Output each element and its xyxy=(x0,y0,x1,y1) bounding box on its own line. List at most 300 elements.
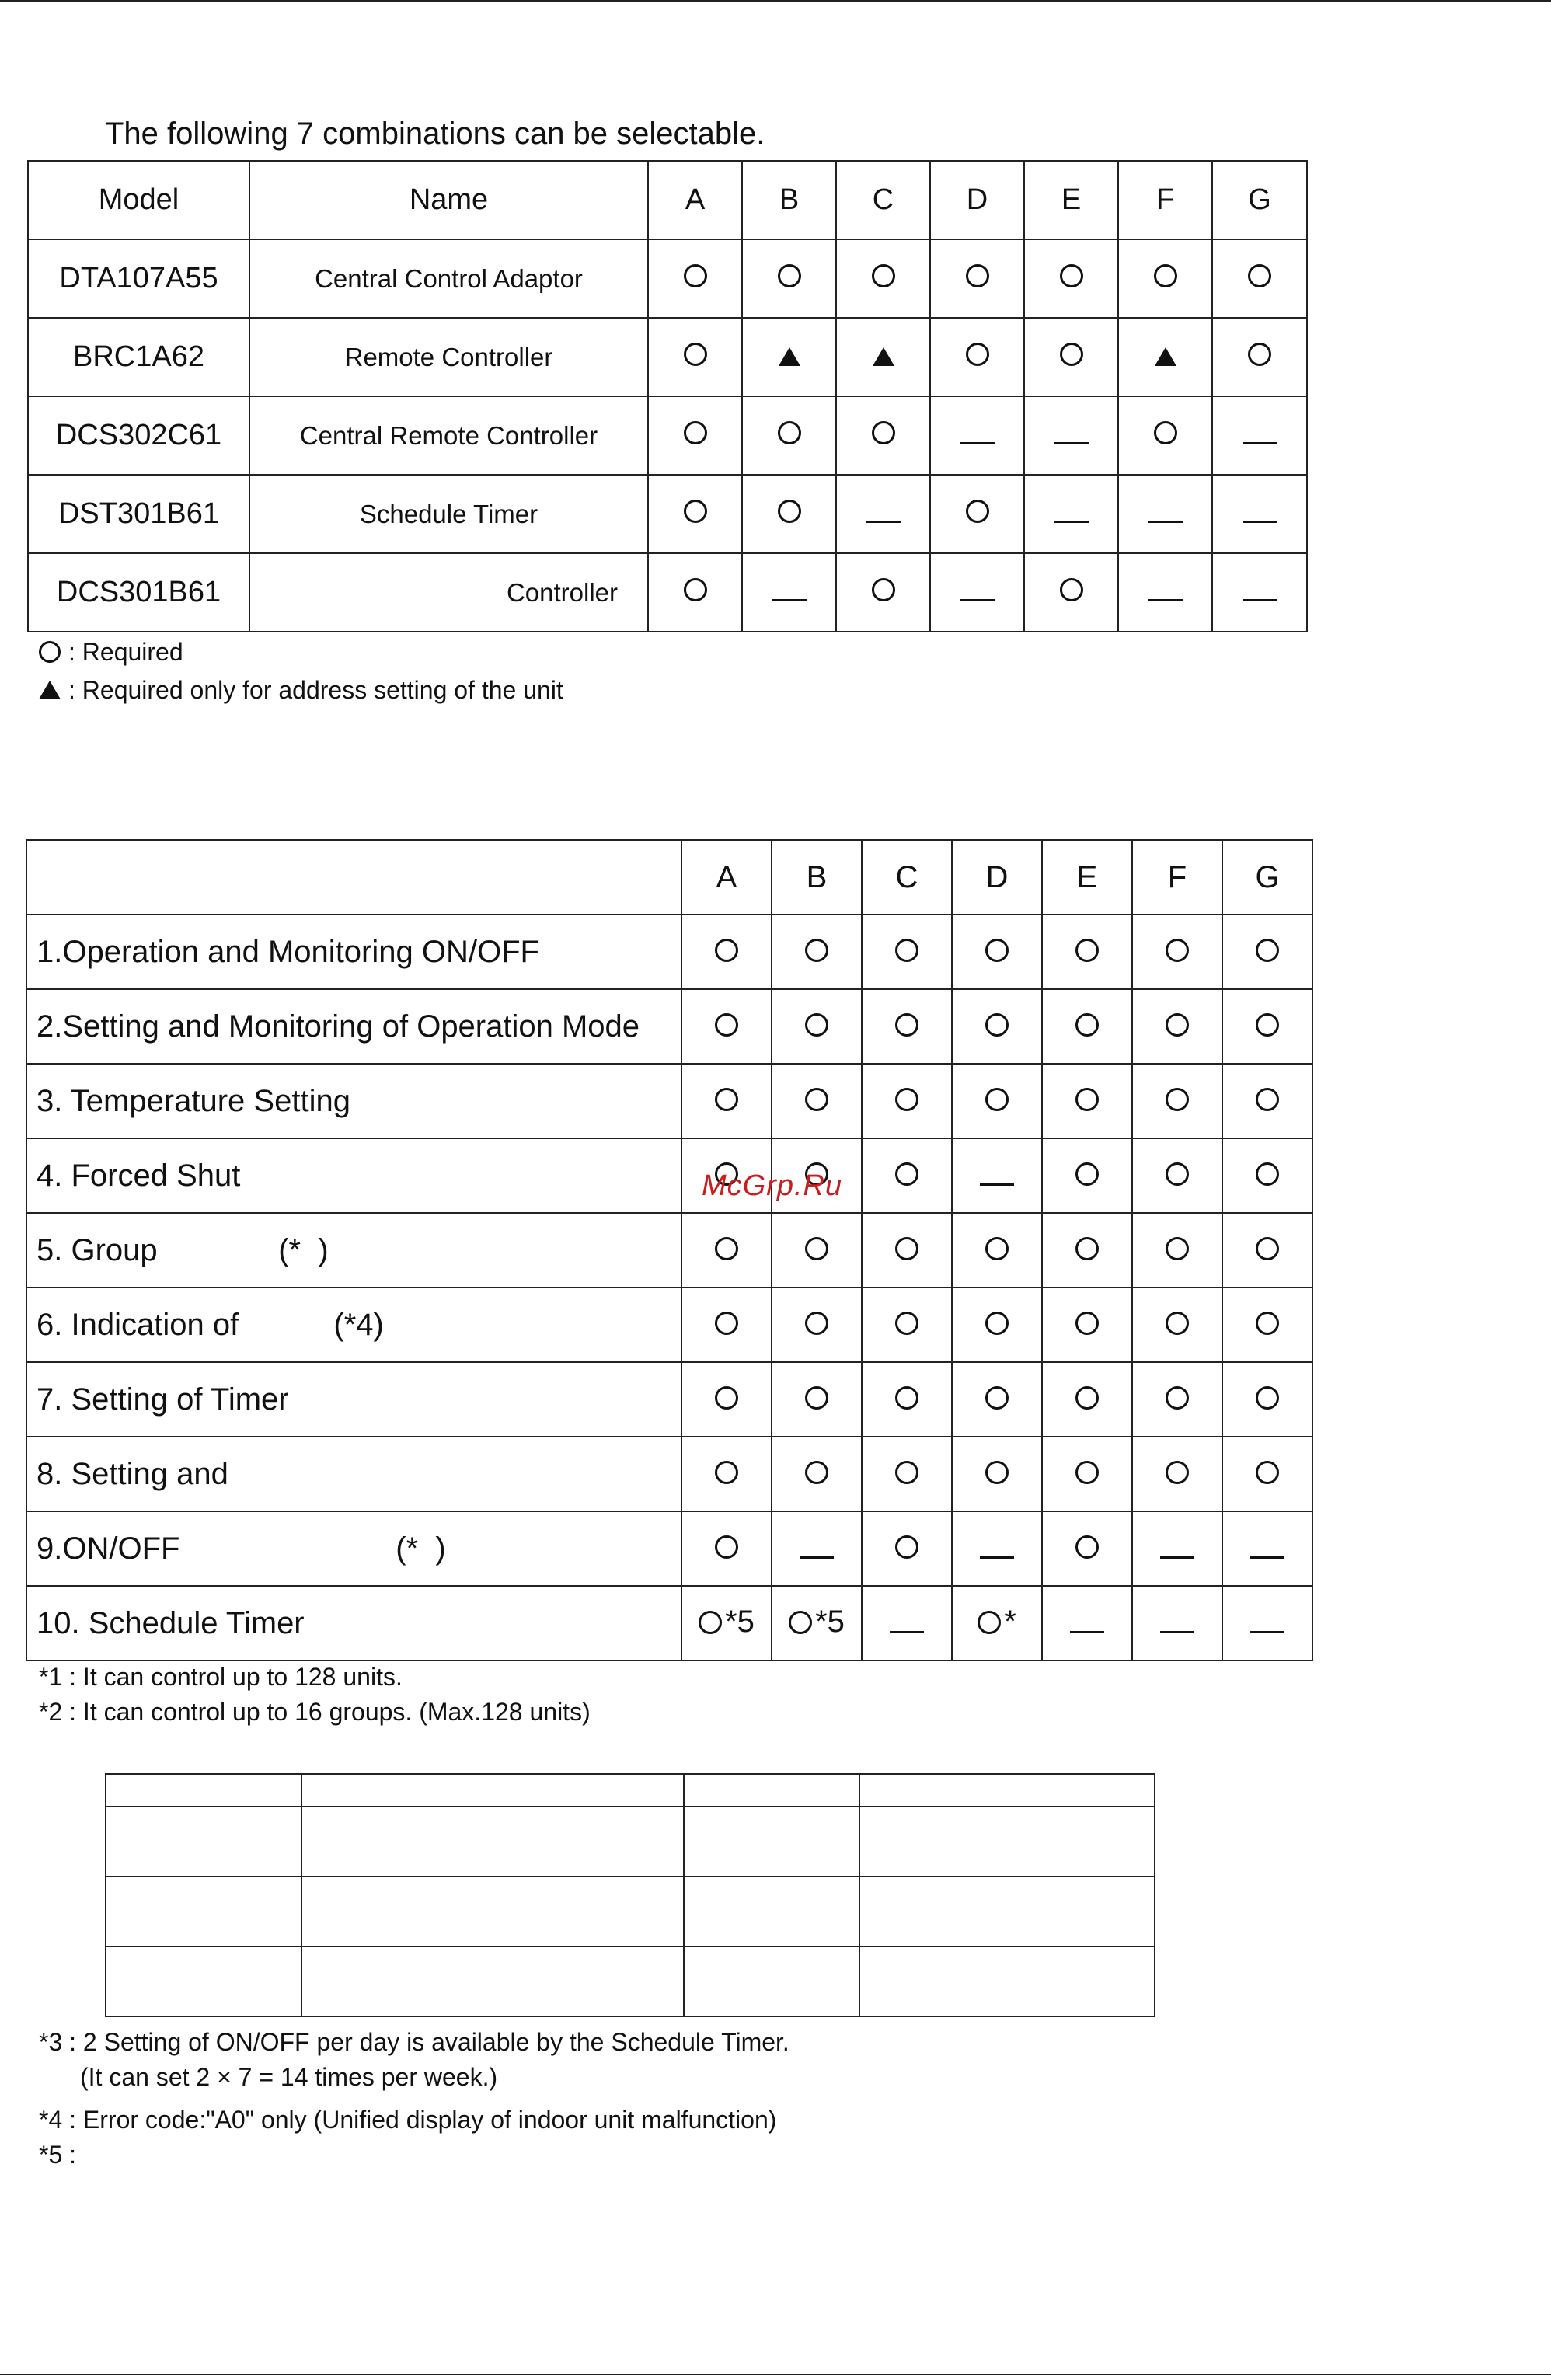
mark xyxy=(985,939,1009,962)
function-mark-cell xyxy=(1132,1138,1222,1213)
mark xyxy=(1075,1162,1099,1186)
empty-cell xyxy=(684,1876,859,1946)
note-1: *1 : It can control up to 128 units. xyxy=(39,1663,403,1691)
function-label-cell: 3. Temperature Setting xyxy=(26,1064,681,1138)
combo-mark-cell xyxy=(742,318,836,396)
note-4: *4 : Error code:"A0" only (Unified display of indoor unit malfunction) xyxy=(39,2106,777,2134)
mark xyxy=(895,1386,918,1410)
combo-header-cell: C xyxy=(836,161,930,239)
function-mark-cell xyxy=(1042,1213,1132,1288)
table-row xyxy=(28,553,1307,632)
circle-icon xyxy=(1060,264,1083,287)
function-mark-cell xyxy=(681,915,772,989)
mark xyxy=(985,1461,1009,1484)
function-header-cell: C xyxy=(862,840,952,915)
mark xyxy=(978,1605,1016,1640)
mark xyxy=(1075,1535,1099,1559)
function-mark-cell xyxy=(952,915,1042,989)
mark xyxy=(1256,1312,1279,1335)
mark xyxy=(1075,939,1099,962)
empty-cell xyxy=(859,1946,1155,2016)
circle-icon xyxy=(985,1312,1009,1335)
table-row xyxy=(28,318,1307,396)
empty-cell xyxy=(859,1774,1155,1807)
table-row xyxy=(106,1946,1155,2016)
combo-mark-cell xyxy=(1118,318,1212,396)
function-mark-cell xyxy=(952,1288,1042,1362)
circle-icon xyxy=(1248,264,1271,287)
function-mark-cell xyxy=(772,1213,862,1288)
table-row xyxy=(26,1586,1312,1660)
empty-cell xyxy=(684,1807,859,1876)
circle-icon xyxy=(39,641,61,663)
circle-icon xyxy=(778,500,801,523)
circle-icon xyxy=(895,1386,918,1410)
circle-icon xyxy=(1166,1237,1189,1260)
dash-icon xyxy=(960,442,995,444)
mark xyxy=(895,1013,918,1037)
table-row xyxy=(26,1213,1312,1288)
circle-icon xyxy=(1075,1461,1099,1484)
empty-grid-table xyxy=(105,1773,1155,2017)
combo-mark-cell xyxy=(930,318,1024,396)
circle-icon xyxy=(684,500,707,523)
function-mark-cell xyxy=(1222,915,1312,989)
function-mark-cell xyxy=(952,1511,1042,1586)
combo-mark-cell xyxy=(1212,318,1307,396)
circle-icon xyxy=(1075,1237,1099,1260)
name-cell: Central Control Adaptor xyxy=(249,239,648,318)
combo-header-cell: Model xyxy=(28,161,249,239)
circle-icon xyxy=(895,1088,918,1111)
mark xyxy=(715,1312,738,1335)
circle-icon xyxy=(1075,939,1099,962)
legend-address xyxy=(39,678,563,702)
combo-mark-cell xyxy=(836,553,930,632)
combo-mark-cell xyxy=(1024,475,1118,553)
function-label-cell: 2.Setting and Monitoring of Operation Mode xyxy=(26,989,681,1064)
mark xyxy=(715,1386,738,1410)
circle-icon xyxy=(1256,1013,1279,1037)
mark xyxy=(1166,1312,1189,1335)
function-mark-cell xyxy=(1222,1437,1312,1511)
mark xyxy=(715,1535,738,1559)
function-label-cell: 1.Operation and Monitoring ON/OFF xyxy=(26,915,681,989)
mark xyxy=(895,1237,918,1260)
function-mark-cell xyxy=(1132,1437,1222,1511)
table-row xyxy=(26,989,1312,1064)
circle-icon xyxy=(895,1162,918,1186)
circle-icon xyxy=(715,1312,738,1335)
circle-icon xyxy=(1075,1088,1099,1111)
function-header-cell: D xyxy=(952,840,1042,915)
combo-mark-cell xyxy=(1212,396,1307,475)
circle-icon xyxy=(715,1386,738,1410)
dash-icon xyxy=(980,1183,1014,1186)
combo-mark-cell xyxy=(836,475,930,553)
circle-icon xyxy=(1166,1386,1189,1410)
mark xyxy=(715,1088,738,1111)
circle-icon xyxy=(978,1611,1001,1634)
mark xyxy=(890,1631,924,1633)
dash-icon xyxy=(890,1631,924,1633)
function-mark-cell xyxy=(1042,1362,1132,1437)
legend-required xyxy=(39,639,183,664)
triangle-icon xyxy=(779,347,800,366)
function-mark-cell xyxy=(1042,915,1132,989)
mark xyxy=(895,1088,918,1111)
function-mark-cell xyxy=(1132,1362,1222,1437)
mark xyxy=(715,1013,738,1037)
function-mark-cell xyxy=(952,1138,1042,1213)
mark xyxy=(1166,1162,1189,1186)
combo-mark-cell xyxy=(648,396,742,475)
mark xyxy=(1166,1461,1189,1484)
function-mark-cell xyxy=(952,1586,1042,1660)
function-mark-cell xyxy=(1042,1437,1132,1511)
function-mark-cell xyxy=(1042,1288,1132,1362)
combo-mark-cell xyxy=(1118,396,1212,475)
combo-header-cell: D xyxy=(930,161,1024,239)
mark xyxy=(985,1386,1009,1410)
function-mark-cell xyxy=(1222,1586,1312,1660)
function-mark-cell xyxy=(862,1511,952,1586)
model-cell: DST301B61 xyxy=(28,475,249,553)
mark xyxy=(985,1013,1009,1037)
note-2: *2 : It can control up to 16 groups. (Max.128 units) xyxy=(39,1698,591,1726)
mark xyxy=(789,1605,845,1640)
circle-icon xyxy=(985,1088,1009,1111)
circle-icon xyxy=(684,421,707,444)
mark xyxy=(805,1386,828,1410)
function-mark-cell xyxy=(1132,1213,1222,1288)
mark xyxy=(805,1312,828,1335)
mark xyxy=(1075,1013,1099,1037)
mark xyxy=(895,1535,918,1559)
circle-icon xyxy=(1166,939,1189,962)
table-row xyxy=(26,1437,1312,1511)
function-mark-cell xyxy=(1042,1586,1132,1660)
circle-icon xyxy=(805,1312,828,1335)
function-mark-cell xyxy=(1132,1511,1222,1586)
combo-header-cell: B xyxy=(742,161,836,239)
triangle-icon xyxy=(1155,347,1176,366)
function-mark-cell xyxy=(952,1437,1042,1511)
combo-header-cell: F xyxy=(1118,161,1212,239)
combo-mark-cell xyxy=(1212,553,1307,632)
combo-mark-cell xyxy=(742,239,836,318)
circle-icon xyxy=(895,1535,918,1559)
mark xyxy=(1256,1237,1279,1260)
circle-icon xyxy=(1060,343,1083,366)
function-mark-cell xyxy=(681,1511,772,1586)
function-mark-cell xyxy=(681,1288,772,1362)
function-header-cell: F xyxy=(1132,840,1222,915)
function-mark-cell xyxy=(1222,1138,1312,1213)
empty-cell xyxy=(684,1774,859,1807)
circle-icon xyxy=(1060,578,1083,601)
function-mark-cell xyxy=(772,1362,862,1437)
bottom-rule xyxy=(0,2374,1551,2375)
combo-mark-cell xyxy=(742,553,836,632)
dash-icon xyxy=(1054,442,1089,444)
mark xyxy=(895,1312,918,1335)
mark xyxy=(895,1461,918,1484)
empty-cell xyxy=(106,1774,301,1807)
function-mark-cell xyxy=(862,1288,952,1362)
empty-cell xyxy=(106,1807,301,1876)
circle-icon xyxy=(966,264,989,287)
combo-mark-cell xyxy=(1024,396,1118,475)
table-row xyxy=(106,1876,1155,1946)
mark xyxy=(1075,1386,1099,1410)
dash-icon xyxy=(1054,521,1089,523)
circle-icon xyxy=(1248,343,1271,366)
circle-icon xyxy=(985,1237,1009,1260)
mark xyxy=(1075,1312,1099,1335)
function-label-cell: 10. Schedule Timer xyxy=(26,1586,681,1660)
mark xyxy=(1166,1088,1189,1111)
circle-icon xyxy=(805,1013,828,1037)
table-row xyxy=(28,475,1307,553)
function-mark-cell xyxy=(1132,1064,1222,1138)
circle-icon xyxy=(805,939,828,962)
circle-icon xyxy=(1166,1312,1189,1335)
table-row xyxy=(26,1511,1312,1586)
dash-icon xyxy=(1250,1556,1284,1559)
combo-mark-cell xyxy=(930,396,1024,475)
mark xyxy=(985,1312,1009,1335)
function-mark-cell xyxy=(862,1138,952,1213)
watermark: McGrp.Ru xyxy=(702,1169,843,1202)
combo-mark-cell xyxy=(1212,239,1307,318)
dash-icon xyxy=(1250,1631,1284,1633)
dash-icon xyxy=(1160,1556,1194,1559)
mark xyxy=(699,1605,755,1640)
name-cell: Remote Controller xyxy=(249,318,648,396)
empty-cell xyxy=(301,1946,684,2016)
table-row xyxy=(26,915,1312,989)
function-mark-cell xyxy=(862,1437,952,1511)
combo-header-cell: G xyxy=(1212,161,1307,239)
mark xyxy=(715,1237,738,1260)
circle-icon xyxy=(1075,1312,1099,1335)
circle-icon xyxy=(985,1461,1009,1484)
function-mark-cell xyxy=(681,1064,772,1138)
function-mark-cell xyxy=(681,1362,772,1437)
function-mark-cell xyxy=(772,1586,862,1660)
top-rule xyxy=(0,0,1551,2)
function-label-cell: 8. Setting and xyxy=(26,1437,681,1511)
empty-cell xyxy=(859,1876,1155,1946)
function-label-cell: 6. Indication of (*4) xyxy=(26,1288,681,1362)
dash-icon xyxy=(800,1556,834,1559)
note-3-continued: (It can set 2 × 7 = 14 times per week.) xyxy=(80,2063,498,2091)
legend-address-text: : Required only for address setting of the unit xyxy=(68,676,563,704)
mark xyxy=(1166,1237,1189,1260)
circle-icon xyxy=(1154,264,1177,287)
function-mark-cell xyxy=(862,915,952,989)
triangle-icon xyxy=(873,347,894,366)
circle-icon xyxy=(895,939,918,962)
mark xyxy=(1250,1631,1284,1633)
combo-mark-cell xyxy=(648,239,742,318)
dash-icon xyxy=(960,599,995,601)
circle-icon xyxy=(715,1461,738,1484)
circle-icon xyxy=(715,1013,738,1037)
mark xyxy=(1256,939,1279,962)
function-mark-cell xyxy=(681,989,772,1064)
function-mark-cell xyxy=(772,1511,862,1586)
table-row xyxy=(28,396,1307,475)
circle-icon xyxy=(985,939,1009,962)
circle-icon xyxy=(1075,1162,1099,1186)
function-mark-cell xyxy=(952,989,1042,1064)
function-mark-cell xyxy=(772,915,862,989)
empty-cell xyxy=(859,1807,1155,1876)
name-cell: Schedule Timer xyxy=(249,475,648,553)
name-cell: Controller xyxy=(249,553,648,632)
mark xyxy=(805,1088,828,1111)
circle-icon xyxy=(1256,1312,1279,1335)
mark xyxy=(1250,1556,1284,1559)
circle-icon xyxy=(778,264,801,287)
mark xyxy=(805,1013,828,1037)
function-mark-cell xyxy=(1042,1511,1132,1586)
circle-icon xyxy=(966,343,989,366)
function-mark-cell xyxy=(862,1064,952,1138)
mark xyxy=(1075,1461,1099,1484)
function-header-cell: A xyxy=(681,840,772,915)
combo-header-cell: E xyxy=(1024,161,1118,239)
mark xyxy=(805,1461,828,1484)
function-mark-cell xyxy=(1222,1213,1312,1288)
function-header-cell: B xyxy=(772,840,862,915)
table-row xyxy=(106,1774,1155,1807)
function-mark-cell xyxy=(952,1362,1042,1437)
mark xyxy=(1256,1386,1279,1410)
circle-icon xyxy=(895,1237,918,1260)
function-mark-cell xyxy=(862,1362,952,1437)
dash-icon xyxy=(1148,599,1183,601)
mark xyxy=(800,1556,834,1559)
combo-mark-cell xyxy=(836,318,930,396)
dash-icon xyxy=(1148,521,1183,523)
combo-mark-cell xyxy=(1024,553,1118,632)
function-mark-cell xyxy=(1222,1064,1312,1138)
mark xyxy=(715,1461,738,1484)
mark xyxy=(1075,1237,1099,1260)
combo-mark-cell xyxy=(1212,475,1307,553)
function-label-cell: 9.ON/OFF (* ) xyxy=(26,1511,681,1586)
empty-cell xyxy=(301,1807,684,1876)
mark xyxy=(1256,1461,1279,1484)
function-mark-cell xyxy=(681,1213,772,1288)
mark-footnote: *5 xyxy=(815,1605,845,1640)
combo-mark-cell xyxy=(1118,553,1212,632)
circle-icon xyxy=(895,1013,918,1037)
combo-mark-cell xyxy=(648,475,742,553)
mark xyxy=(985,1088,1009,1111)
dash-icon xyxy=(1070,1631,1104,1633)
circle-icon xyxy=(872,421,895,444)
circle-icon xyxy=(805,1237,828,1260)
combo-header-cell: A xyxy=(648,161,742,239)
function-mark-cell xyxy=(862,1213,952,1288)
page-heading: The following 7 combinations can be selectable. xyxy=(105,117,765,151)
combo-mark-cell xyxy=(930,239,1024,318)
circle-icon xyxy=(985,1013,1009,1037)
dash-icon xyxy=(980,1556,1014,1559)
combo-mark-cell xyxy=(648,318,742,396)
circle-icon xyxy=(1075,1386,1099,1410)
function-mark-cell xyxy=(1222,989,1312,1064)
circle-icon xyxy=(1256,1461,1279,1484)
circle-icon xyxy=(872,264,895,287)
circle-icon xyxy=(1166,1013,1189,1037)
combo-mark-cell xyxy=(1024,239,1118,318)
function-mark-cell xyxy=(862,1586,952,1660)
circle-icon xyxy=(1154,421,1177,444)
dash-icon xyxy=(866,521,901,523)
combo-mark-cell xyxy=(1118,475,1212,553)
function-mark-cell xyxy=(772,1064,862,1138)
circle-icon xyxy=(1256,1088,1279,1111)
dash-icon xyxy=(1243,599,1277,601)
circle-icon xyxy=(966,500,989,523)
circle-icon xyxy=(715,1237,738,1260)
function-header-cell xyxy=(26,840,681,915)
function-mark-cell xyxy=(952,1213,1042,1288)
circle-icon xyxy=(1256,1162,1279,1186)
mark xyxy=(1256,1162,1279,1186)
mark xyxy=(715,939,738,962)
mark xyxy=(1166,1386,1189,1410)
dash-icon xyxy=(1243,521,1277,523)
function-mark-cell xyxy=(1042,1064,1132,1138)
model-cell: BRC1A62 xyxy=(28,318,249,396)
circle-icon xyxy=(895,1312,918,1335)
mark xyxy=(805,1237,828,1260)
dash-icon xyxy=(1243,442,1277,444)
dash-icon xyxy=(772,599,807,601)
combinations-table xyxy=(27,160,1308,632)
circle-icon xyxy=(715,1535,738,1559)
function-mark-cell xyxy=(1132,989,1222,1064)
function-mark-cell xyxy=(1132,915,1222,989)
combo-header-cell: Name xyxy=(249,161,648,239)
function-mark-cell xyxy=(1132,1586,1222,1660)
function-mark-cell xyxy=(681,1437,772,1511)
model-cell: DCS302C61 xyxy=(28,396,249,475)
circle-icon xyxy=(778,421,801,444)
function-mark-cell xyxy=(681,1586,772,1660)
circle-icon xyxy=(1075,1013,1099,1037)
circle-icon xyxy=(1256,939,1279,962)
function-mark-cell xyxy=(952,1064,1042,1138)
mark xyxy=(1256,1088,1279,1111)
empty-cell xyxy=(301,1876,684,1946)
triangle-icon xyxy=(39,681,61,699)
empty-cell xyxy=(106,1876,301,1946)
dash-icon xyxy=(1160,1631,1194,1633)
functions-table xyxy=(26,839,1313,1661)
mark xyxy=(1166,939,1189,962)
function-header-cell: E xyxy=(1042,840,1132,915)
combo-mark-cell xyxy=(1024,318,1118,396)
circle-icon xyxy=(684,264,707,287)
combo-mark-cell xyxy=(648,553,742,632)
